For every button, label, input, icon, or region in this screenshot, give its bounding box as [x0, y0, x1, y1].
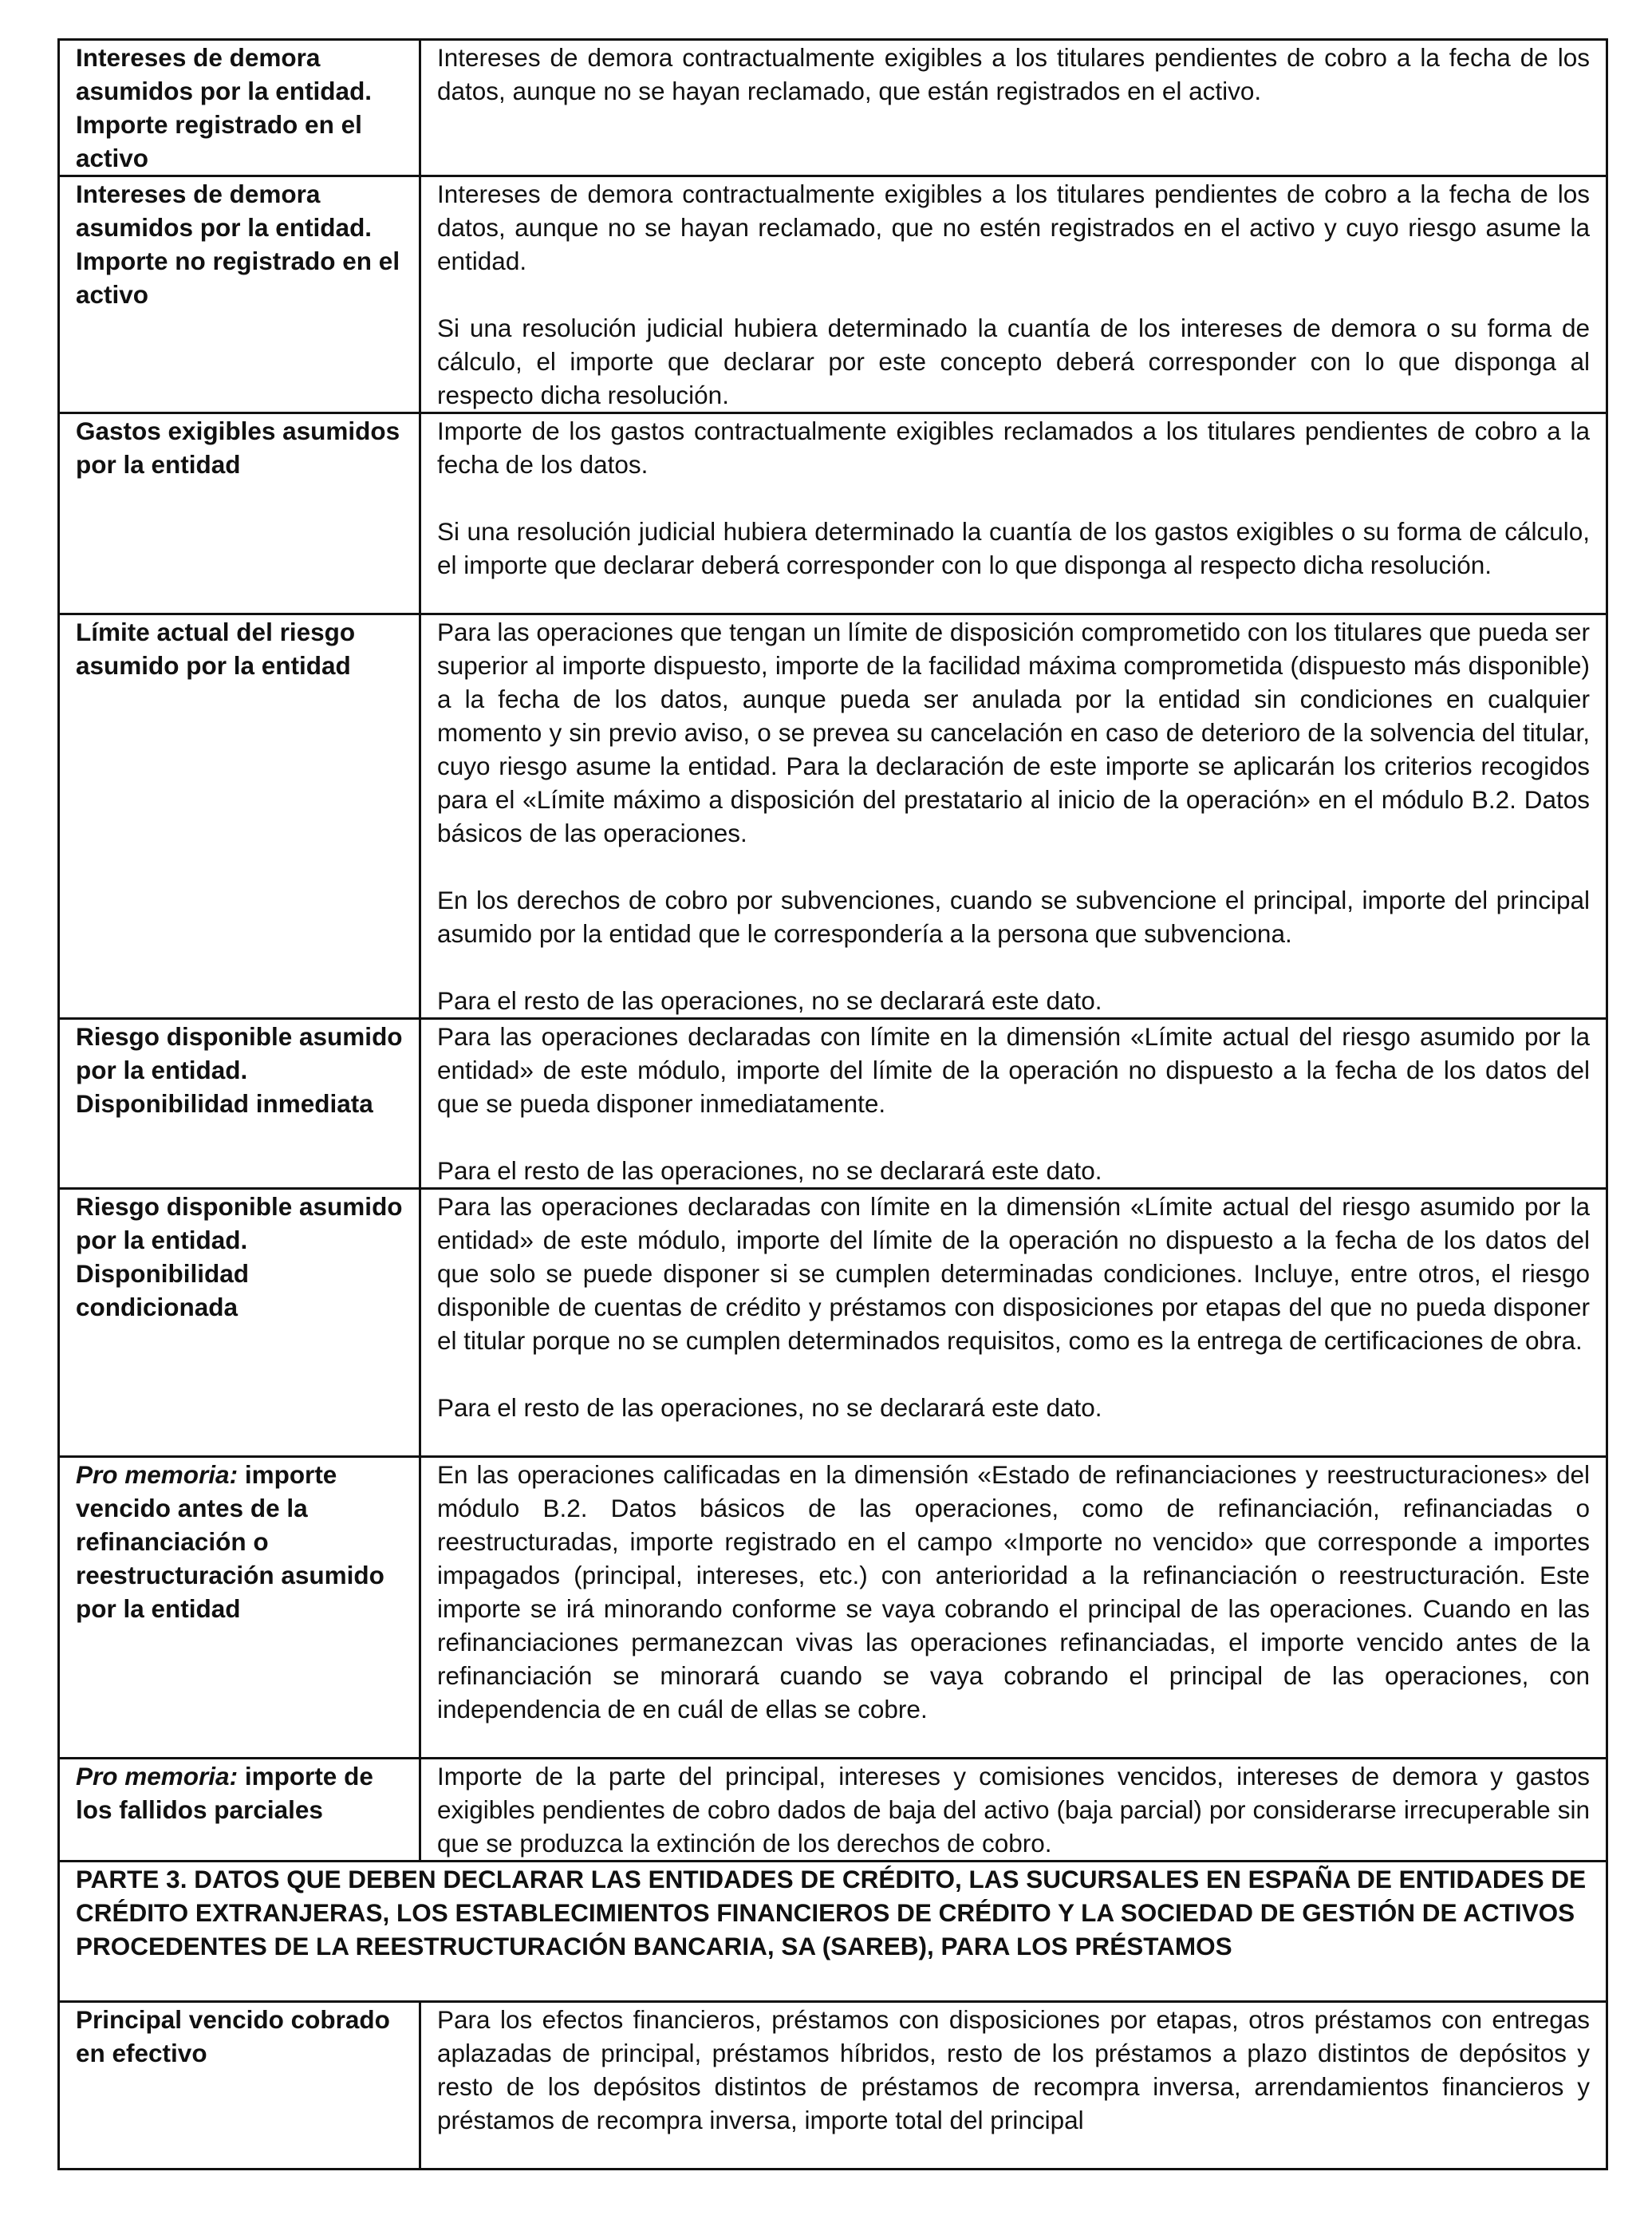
row-description [420, 176, 1607, 413]
description-paragraph: Para el resto de las operaciones, no se declarará este dato. [437, 1393, 1102, 1422]
definitions-table [57, 38, 1608, 2170]
row-term-text: importe vencido antes de la refinanciación o reestructuración asumido por la entidad [76, 1460, 384, 1623]
row-term: Intereses de demora asumidos por la entidad. Importe no registrado en el activo [59, 176, 420, 413]
row-term: Riesgo disponible asumido por la entidad. Disponibilidad condicionada [59, 1189, 420, 1457]
row-description [420, 40, 1607, 176]
row-term [59, 1457, 420, 1759]
row-description [420, 1189, 1607, 1457]
row-term: Límite actual del riesgo asumido por la entidad [59, 614, 420, 1019]
table-row [59, 1759, 1607, 1862]
table-row [59, 1457, 1607, 1759]
row-description [420, 1019, 1607, 1189]
description-paragraph: En los derechos de cobro por subvenciones, cuando se subvencione el principal, importe del principal asumido por la entidad que le correspondería a la persona que subvenciona. [437, 886, 1590, 948]
row-description [420, 413, 1607, 614]
row-term [59, 1759, 420, 1862]
description-paragraph: Importe de los gastos contractualmente exigibles reclamados a los titulares pendientes de cobro a la fecha de los datos. [437, 417, 1590, 479]
row-description [420, 1457, 1607, 1759]
row-term: Gastos exigibles asumidos por la entidad [59, 413, 420, 614]
row-description [420, 614, 1607, 1019]
description-paragraph: Para los efectos financieros, préstamos con disposiciones por etapas, otros préstamos con entregas aplazadas de principal, préstamos híbridos, resto de los préstamos a plazo distintos de depósitos y resto de los depósitos distintos de préstamos de recompra inversa, arrendamientos financieros y préstamos de recompra inversa, importe total del principal [437, 2005, 1590, 2134]
description-paragraph: Si una resolución judicial hubiera determinado la cuantía de los gastos exigibles o su forma de cálculo, el importe que declarar deberá corresponder con lo que disponga al respecto dicha resolución. [437, 517, 1590, 579]
table-row [59, 2002, 1607, 2170]
table-row [59, 176, 1607, 413]
description-paragraph: En las operaciones calificadas en la dimensión «Estado de refinanciaciones y reestructuraciones» del módulo B.2. Datos básicos de las operaciones, como de refinanciación, refinanciadas o reestructuradas, importe registrado en el campo «Importe no vencido» que corresponde a importes impagados (principal, intereses, etc.) con anterioridad a la refinanciación o reestructuración. Este importe se irá minorando conforme se vaya cobrando el principal de las operaciones. Cuando en las refinanciaciones permanezcan vivas las operaciones refinanciadas, el importe vencido antes de la refinanciación se minorará cuando se vaya cobrando el principal de las operaciones, con independencia de en cuál de ellas se cobre. [437, 1460, 1590, 1723]
table-row [59, 614, 1607, 1019]
section-heading-row [59, 1862, 1607, 2002]
description-paragraph: Para el resto de las operaciones, no se declarará este dato. [437, 986, 1102, 1015]
description-paragraph: Para las operaciones declaradas con límite en la dimensión «Límite actual del riesgo asumido por la entidad» de este módulo, importe del límite de la operación no dispuesto a la fecha de los datos del que solo se puede disponer si se cumplen determinadas condiciones. Incluye, entre otros, el riesgo disponible de cuentas de crédito y préstamos con disposiciones por etapas del que no pueda disponer el titular porque no se cumplen determinados requisitos, como es la entrega de certificaciones de obra. [437, 1192, 1590, 1355]
table-row [59, 413, 1607, 614]
regulation-document [57, 38, 1608, 2170]
table-row [59, 1189, 1607, 1457]
row-term: Riesgo disponible asumido por la entidad. Disponibilidad inmediata [59, 1019, 420, 1189]
description-paragraph: Si una resolución judicial hubiera determinado la cuantía de los intereses de demora o su forma de cálculo, el importe que declarar por este concepto deberá corresponder con lo que disponga al respecto dicha resolución. [437, 314, 1590, 409]
part-3-heading: PARTE 3. DATOS QUE DEBEN DECLARAR LAS ENTIDADES DE CRÉDITO, LAS SUCURSALES EN ESPAÑA DE ENTIDADES DE CRÉDITO EXTRANJERAS, LOS ESTABLECIMIENTOS FINANCIEROS DE CRÉDITO Y LA SOCIEDAD DE GESTIÓN DE ACTIVOS PROCEDENTES DE LA REESTRUCTURACIÓN BANCARIA, SA (SAREB), PARA LOS PRÉSTAMOS [59, 1862, 1607, 2002]
pro-memoria-label: Pro memoria: [76, 1460, 239, 1489]
row-description [420, 2002, 1607, 2170]
description-paragraph: Importe de la parte del principal, intereses y comisiones vencidos, intereses de demora y gastos exigibles pendientes de cobro dados de baja del activo (baja parcial) por considerarse irrecuperable sin que se produzca la extinción de los derechos de cobro. [437, 1762, 1590, 1858]
pro-memoria-label: Pro memoria: [76, 1762, 239, 1791]
description-paragraph: Para las operaciones que tengan un límite de disposición comprometido con los titulares que pueda ser superior al importe dispuesto, importe de la facilidad máxima comprometida (dispuesto más disponible) a la fecha de los datos, aunque pueda ser anulada por la entidad sin condiciones en cualquier momento y sin previo aviso, o se prevea su cancelación en caso de deterioro de la solvencia del titular, cuyo riesgo asume la entidad. Para la declaración de este importe se aplicarán los criterios recogidos para el «Límite máximo a disposición del prestatario al inicio de la operación» en el módulo B.2. Datos básicos de las operaciones. [437, 618, 1590, 847]
description-paragraph: Para las operaciones declaradas con límite en la dimensión «Límite actual del riesgo asumido por la entidad» de este módulo, importe del límite de la operación no dispuesto a la fecha de los datos del que se pueda disponer inmediatamente. [437, 1022, 1590, 1118]
table-row [59, 1019, 1607, 1189]
description-paragraph: Intereses de demora contractualmente exigibles a los titulares pendientes de cobro a la fecha de los datos, aunque no se hayan reclamado, que están registrados en el activo. [437, 43, 1590, 105]
row-term: Intereses de demora asumidos por la entidad. Importe registrado en el activo [59, 40, 420, 176]
row-term: Principal vencido cobrado en efectivo [59, 2002, 420, 2170]
row-term-text: importe de los fallidos parciales [76, 1762, 373, 1824]
table-row [59, 40, 1607, 176]
description-paragraph: Para el resto de las operaciones, no se declarará este dato. [437, 1156, 1102, 1185]
row-description [420, 1759, 1607, 1862]
description-paragraph: Intereses de demora contractualmente exigibles a los titulares pendientes de cobro a la fecha de los datos, aunque no se hayan reclamado, que no estén registrados en el activo y cuyo riesgo asume la entidad. [437, 180, 1590, 275]
